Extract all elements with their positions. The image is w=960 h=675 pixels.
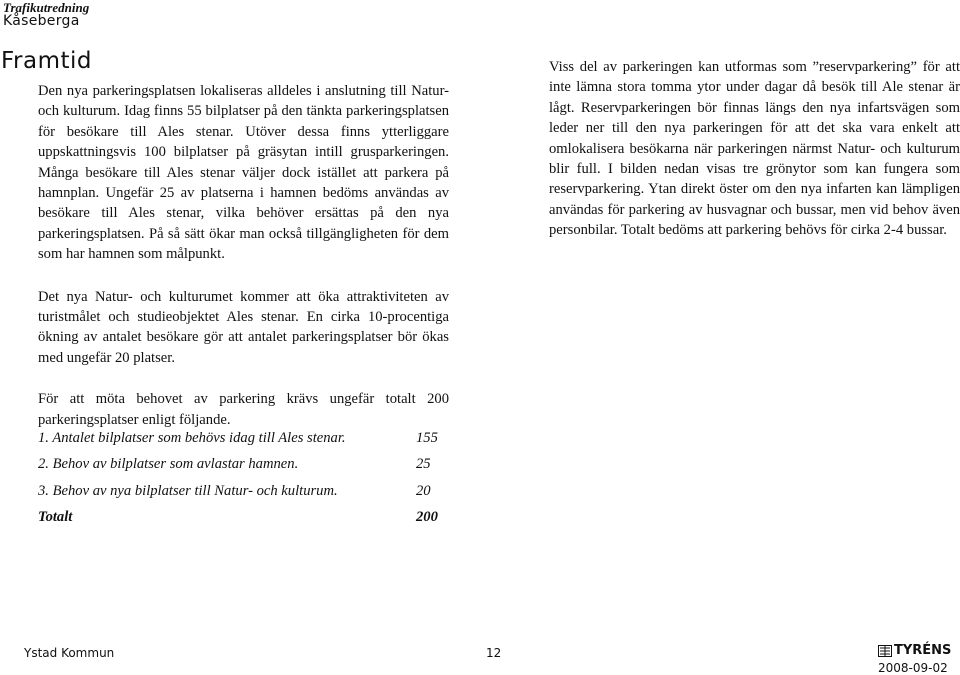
tyrens-logo <box>878 643 951 658</box>
footer-date: 2008-09-02 <box>878 661 948 675</box>
list-item <box>38 481 458 507</box>
list-item-label: 2. Behov av bilplatser som avlastar hamnen. <box>38 456 299 473</box>
page-number: 12 <box>486 646 502 660</box>
tyrens-logo-icon <box>878 645 892 657</box>
document-title: Trafikutredning <box>3 0 90 15</box>
footer-municipality: Ystad Kommun <box>24 646 115 660</box>
logo-text: TYRÉNS <box>894 643 952 658</box>
list-item-label: 3. Behov av nya bilplatser till Natur- och kulturum. <box>38 482 338 499</box>
paragraph-visitor-increase: Det nya Natur- och kulturumet kommer att öka attraktiviteten av turistmålet och studieobjektet Ales stenar. En cirka 10-procentiga ökning av antalet besökare gör att antalet parkeringsplatser bör ökas med ungefär 20 platser. <box>38 288 449 366</box>
section-title: Framtid <box>1 48 93 74</box>
paragraph-parking-need: För att möta behovet av parkering krävs ungefär totalt 200 parkeringsplatser enligt följande. <box>38 391 449 428</box>
list-item-label: 1. Antalet bilplatser som behövs idag till Ales stenar. <box>38 430 346 446</box>
paragraph-parking-location: Den nya parkeringsplatsen lokaliseras alldeles i anslutning till Natur- och kulturum. Idag finns 55 bilplatser på den tänkta parkeringsplatsen för besökare till Ales stenar. Utöver dessa finns ytterliggare uppskattningsvis 100 bilplatser på gräsytan intill grusparkeringen. Många besökare till Ales stenar väljer dock istället att parkera på hamnplan. Ungefär 25 av platserna i hamnen bedöms användas av besökare till Ales stenar, vilka behöver ersättas på den nya parkeringsplatsen. På så sätt ökar man också tillgängligheten för dem som har hamnen som målpunkt. <box>38 83 449 263</box>
list-item-value: 155 <box>416 430 438 446</box>
parking-need-list <box>38 428 458 533</box>
list-item <box>38 428 458 454</box>
total-value: 200 <box>416 508 438 525</box>
total-label: Totalt <box>38 508 73 525</box>
list-item-value: 25 <box>416 456 431 473</box>
right-column <box>549 57 960 241</box>
list-item-value: 20 <box>416 482 431 499</box>
paragraph-reserve-parking: Viss del av parkeringen kan utformas som ”reservparkering” för att inte lämna stora tomma ytor under dagar då besök till Ale stenar är lågt. Reservparkeringen bör finnas längs den nya infartsvägen som leder ner till den nya parkeringen för att det ska vara enkelt att omlokalisera besökarna när parkeringen närmst Natur- och kulturum blir full. I bilden nedan visas tre grönytor som kan fungera som reservparkering. Ytan direkt öster om den nya infarten kan lämpligen användas för parkering av husvagnar och bussar, men vid behov även personbilar. Totalt bedöms att parkering behövs för cirka 2-4 bussar. <box>549 59 960 239</box>
list-item <box>38 454 458 480</box>
left-column <box>38 81 449 430</box>
document-subtitle: Kåseberga <box>3 13 80 29</box>
list-total-row <box>38 507 458 533</box>
